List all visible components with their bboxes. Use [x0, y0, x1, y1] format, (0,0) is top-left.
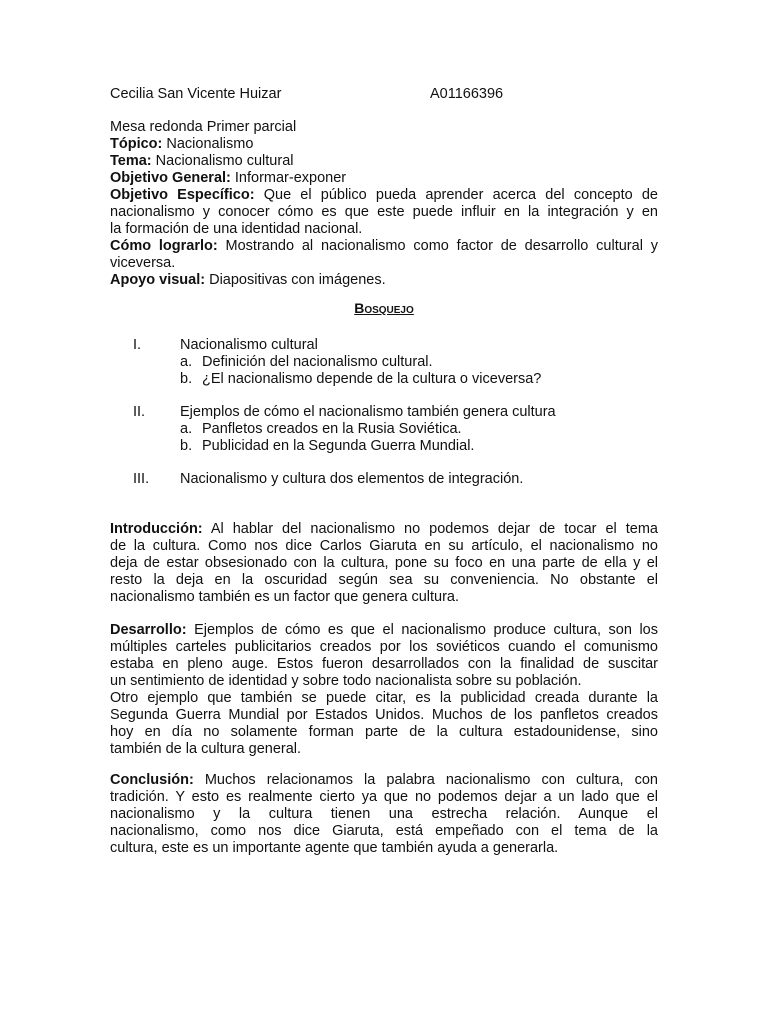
como-lograrlo — [110, 238, 658, 272]
objetivo-general-label: Objetivo General: — [110, 170, 231, 186]
conclusion-label: Conclusión: — [110, 772, 194, 788]
paragraph-line: Otro ejemplo que también se puede citar, es la publicidad creada durante la — [110, 690, 658, 706]
paragraph-line: Segunda Guerra Mundial por Estados Unidos. Muchos de los panfletos creados — [110, 707, 658, 723]
topico-value: Nacionalismo — [162, 136, 254, 152]
paragraph-text: Muchos relacionamos la palabra nacionalismo con cultura, con — [193, 772, 658, 788]
author-name: Cecilia San Vicente Huizar — [110, 86, 282, 102]
objetivo-general-line — [110, 170, 346, 187]
desarrollo-paragraph — [110, 622, 658, 758]
paragraph-line — [110, 622, 658, 639]
topico-label: Tópico: — [110, 136, 163, 152]
tema-value: Nacionalismo cultural — [151, 153, 294, 169]
paragraph-text: Al hablar del nacionalismo no podemos dejar de tocar el tema — [202, 521, 658, 537]
outline-subitem — [180, 354, 433, 371]
paragraph-line: un sentimiento de identidad y sobre todo nacionalista sobre su población. — [110, 673, 582, 689]
outline-subitem-text: Publicidad en la Segunda Guerra Mundial. — [202, 438, 475, 454]
paragraph-line: múltiples carteles publicitarios creados por los soviéticos cuando el comunismo — [110, 639, 658, 655]
paragraph-line: nacionalismo y la cultura tienen una estrecha relación. Aunque el — [110, 806, 658, 822]
outline-subitem — [180, 421, 462, 438]
outline-subitem-marker: b. — [180, 371, 193, 387]
outline-subitem-marker: a. — [180, 421, 193, 437]
objetivo-especifico-line — [110, 187, 658, 204]
paragraph-line: cultura, este es un importante agente que también ayuda a generarla. — [110, 840, 559, 856]
paragraph-line — [110, 521, 658, 538]
outline-subitem — [180, 371, 541, 388]
conclusion-paragraph — [110, 772, 658, 857]
outline-subitem — [180, 438, 474, 455]
assignment-title: Mesa redonda Primer parcial — [110, 119, 297, 135]
objetivo-especifico-line: nacionalismo y conocer cómo es que este puede influir en la integración y en — [110, 204, 658, 220]
paragraph-line: tradición. Y esto es realmente cierto ya que no podemos dejar a un lado que el — [110, 789, 658, 805]
paragraph-line: nacionalismo también es un factor que genera cultura. — [110, 589, 460, 605]
outline-subitem-text: ¿El nacionalismo depende de la cultura o viceversa? — [202, 371, 542, 387]
introduccion-label: Introducción: — [110, 521, 203, 537]
outline-numeral: I. — [133, 337, 142, 353]
outline-subitem-text: Panfletos creados en la Rusia Soviética. — [202, 421, 462, 437]
outline-section-title: Nacionalismo y cultura dos elementos de integración. — [180, 471, 524, 487]
paragraph-line — [110, 772, 658, 789]
objetivo-especifico-text: Que el público pueda aprender acerca del concepto de — [254, 187, 658, 203]
tema-line — [110, 153, 293, 170]
paragraph-text: Ejemplos de cómo es que el nacionalismo produce cultura, son los — [186, 622, 658, 638]
student-id: A01166396 — [430, 86, 504, 102]
outline-section-title: Ejemplos de cómo el nacionalismo también genera cultura — [180, 404, 556, 420]
outline-numeral: II. — [133, 404, 146, 420]
introduccion-paragraph — [110, 521, 658, 606]
paragraph-line: nacionalismo, como nos dice Giaruta, está empeñado con el tema de la — [110, 823, 658, 839]
apoyo-visual-line — [110, 272, 386, 289]
outline-subitem-marker: a. — [180, 354, 193, 370]
topico-line — [110, 136, 253, 153]
outline-subitem-marker: b. — [180, 438, 193, 454]
paragraph-line: deja de estar obsesionado con la cultura, pone su foco en una parte de ella y el — [110, 555, 658, 571]
como-lograrlo-line: viceversa. — [110, 255, 176, 271]
apoyo-visual-label: Apoyo visual: — [110, 272, 206, 288]
como-lograrlo-line — [110, 238, 658, 255]
paragraph-line: estaba en pleno auge. Estos fueron desarrollados con la finalidad de suscitar — [110, 656, 658, 672]
tema-label: Tema: — [110, 153, 152, 169]
outline-subitem-text: Definición del nacionalismo cultural. — [202, 354, 433, 370]
outline-numeral: III. — [133, 471, 150, 487]
paragraph-line: de la cultura. Como nos dice Carlos Giaruta en su artículo, el nacionalismo no — [110, 538, 658, 554]
objetivo-especifico-line: la formación de una identidad nacional. — [110, 221, 363, 237]
paragraph-line: también de la cultura general. — [110, 741, 302, 757]
objetivo-general-value: Informar-exponer — [230, 170, 347, 186]
objetivo-especifico — [110, 187, 658, 238]
outline-heading: Bosquejo — [354, 300, 414, 316]
objetivo-especifico-label: Objetivo Específico: — [110, 187, 255, 203]
outline-section-title: Nacionalismo cultural — [180, 337, 318, 353]
desarrollo-label: Desarrollo: — [110, 622, 187, 638]
como-lograrlo-text: Mostrando al nacionalismo como factor de desarrollo cultural y — [217, 238, 658, 254]
paragraph-line: resto la deja en la oscuridad según sea su conveniencia. No obstante el — [110, 572, 658, 588]
como-lograrlo-label: Cómo lograrlo: — [110, 238, 218, 254]
apoyo-visual-value: Diapositivas con imágenes. — [205, 272, 386, 288]
paragraph-line: hoy en día no solamente forman parte de la cultura estadounidense, sino — [110, 724, 658, 740]
